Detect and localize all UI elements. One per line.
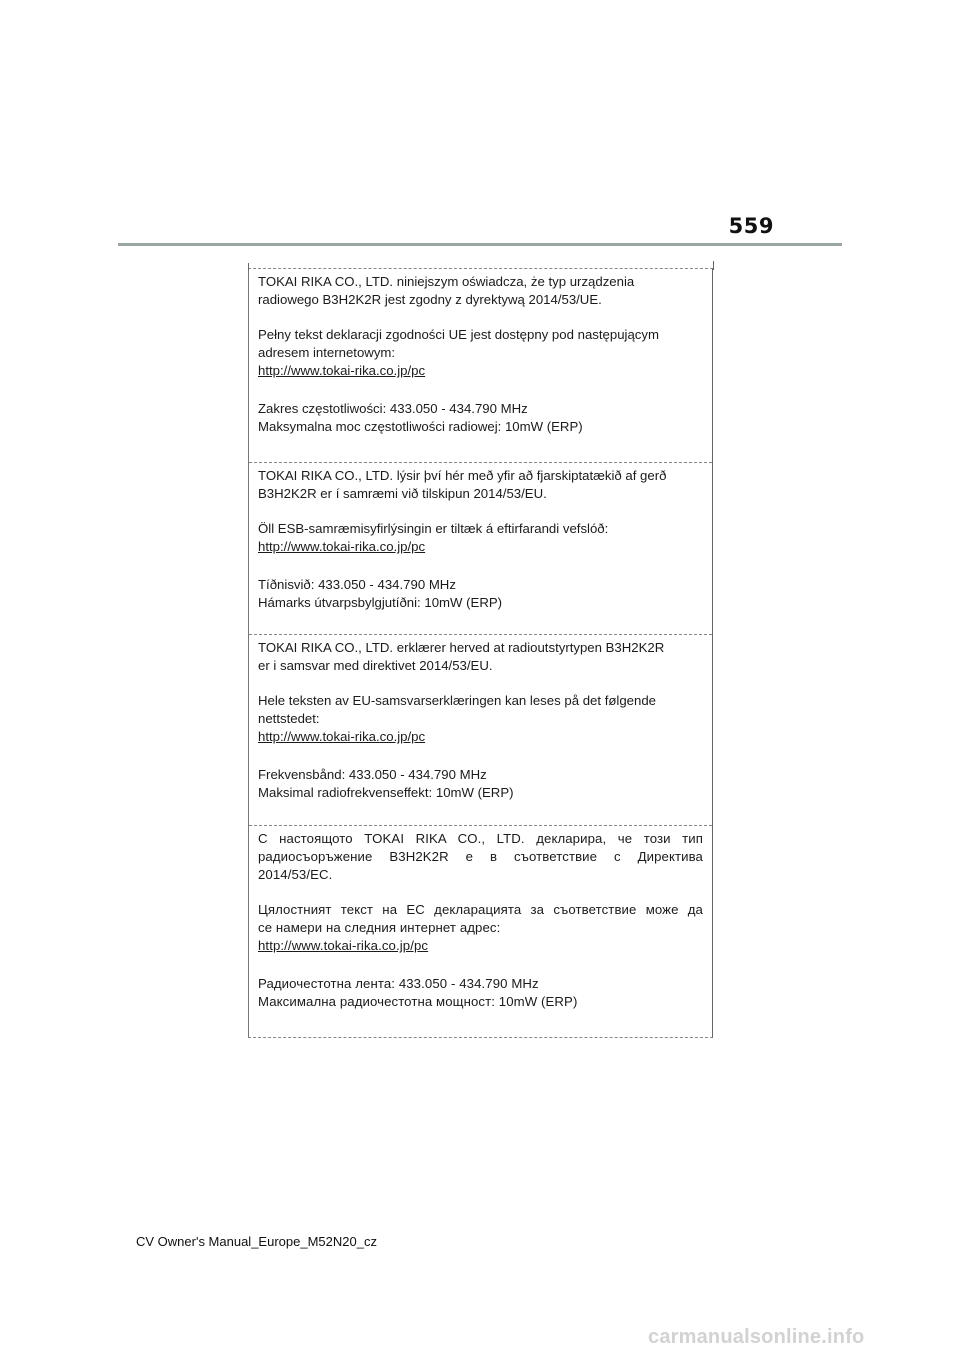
declaration-section-is bbox=[258, 467, 703, 612]
section-divider bbox=[249, 462, 712, 463]
text-line: B3H2K2R er í samræmi við tilskipun 2014/53/EU. bbox=[258, 486, 547, 501]
text-line: радиосъоръжение B3H2K2R е в съответствие с Директива bbox=[258, 849, 703, 864]
declaration-url-link[interactable]: http://www.tokai-rika.co.jp/pc bbox=[258, 938, 429, 953]
text-line: radiowego B3H2K2R jest zgodny z dyrektywą 2014/53/UE. bbox=[258, 292, 602, 307]
declaration-section-no bbox=[258, 639, 703, 802]
section-divider bbox=[249, 825, 712, 826]
text-line: С настоящото TOKAI RIKA CO., LTD. декларира, че този тип bbox=[258, 831, 703, 846]
text-line: Цялостният текст на ЕС декларацията за съответствие може да bbox=[258, 902, 703, 917]
text-line: nettstedet: bbox=[258, 711, 320, 726]
text-line: Радиочестотна лента: 433.050 - 434.790 MHz bbox=[258, 976, 539, 991]
text-line: adresem internetowym: bbox=[258, 345, 396, 360]
page-number: 559 bbox=[728, 214, 774, 238]
declaration-url-link[interactable]: http://www.tokai-rika.co.jp/pc bbox=[258, 729, 426, 744]
section-divider bbox=[249, 634, 712, 635]
corner-tick bbox=[713, 261, 715, 270]
corner-tick bbox=[248, 263, 249, 270]
text-line: TOKAI RIKA CO., LTD. niniejszym oświadcza, że typ urządzenia bbox=[258, 274, 635, 289]
text-line: Öll ESB-samræmisyfirlýsingin er tiltæk á eftirfarandi vefslóð: bbox=[258, 521, 609, 536]
declaration-url-link[interactable]: http://www.tokai-rika.co.jp/pc bbox=[258, 363, 426, 378]
text-line: Pełny tekst deklaracji zgodności UE jest dostępny pod następującym bbox=[258, 327, 659, 342]
text-line: Tíðnisvið: 433.050 - 434.790 MHz bbox=[258, 577, 456, 592]
declaration-section-pl bbox=[258, 273, 703, 436]
declaration-scan bbox=[248, 268, 713, 1038]
declaration-url-link[interactable]: http://www.tokai-rika.co.jp/pc bbox=[258, 539, 426, 554]
declaration-section-bg bbox=[258, 830, 703, 1011]
text-line: TOKAI RIKA CO., LTD. lýsir því hér með yfir að fjarskiptatækið af gerð bbox=[258, 468, 667, 483]
text-line: Frekvensbånd: 433.050 - 434.790 MHz bbox=[258, 767, 487, 782]
footer-manual-id: CV Owner's Manual_Europe_M52N20_cz bbox=[136, 1234, 377, 1249]
header-rule bbox=[118, 243, 842, 246]
text-line: er i samsvar med direktivet 2014/53/EU. bbox=[258, 658, 493, 673]
text-line: се намери на следния интернет адрес: bbox=[258, 920, 501, 935]
text-line: Hámarks útvarpsbylgjutíðni: 10mW (ERP) bbox=[258, 595, 503, 610]
text-line: Maksimal radiofrekvenseffekt: 10mW (ERP) bbox=[258, 785, 514, 800]
text-line: Hele teksten av EU-samsvarserklæringen kan leses på det følgende bbox=[258, 693, 657, 708]
text-line: 2014/53/EC. bbox=[258, 867, 333, 882]
text-line: TOKAI RIKA CO., LTD. erklærer herved at radioutstyrtypen B3H2K2R bbox=[258, 640, 665, 655]
text-line: Zakres częstotliwości: 433.050 - 434.790 MHz bbox=[258, 401, 528, 416]
text-line: Maksymalna moc częstotliwości radiowej: 10mW (ERP) bbox=[258, 419, 583, 434]
site-watermark: carmanualsonline.info bbox=[648, 1326, 865, 1348]
text-line: Максимална радиочестотна мощност: 10mW (ERP) bbox=[258, 994, 578, 1009]
